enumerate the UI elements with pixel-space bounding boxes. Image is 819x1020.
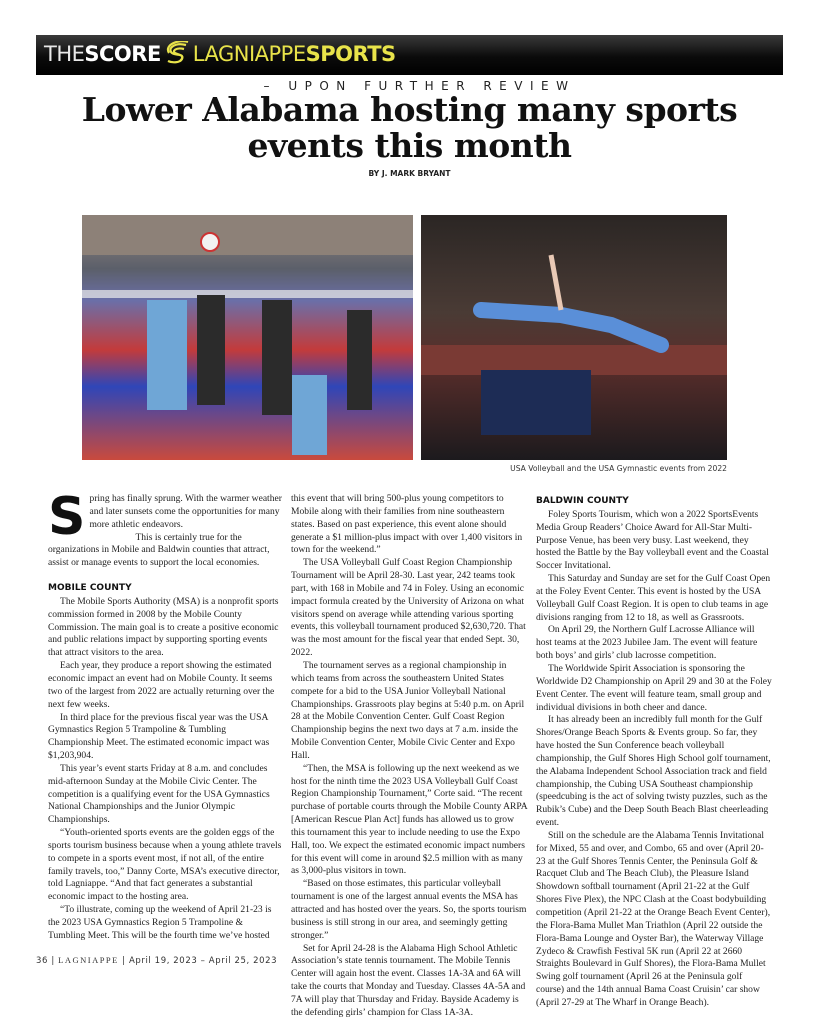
volleyball-photo-art <box>82 215 413 460</box>
paragraph: Each year, they produce a report showing the estimated economic impact an event had on Mobile County. It seems two of the largest from 2022 are actually returning over the next few weeks. <box>48 660 275 710</box>
paragraph: This year’s event starts Friday at 8 a.m. and concludes mid-afternoon Sunday at the Mobile Civic Center. The competition is a qualifying event for the USA Gymnastics National Championships and the Junior Olympic Championships. <box>48 762 270 826</box>
logo-the: THE <box>44 42 85 66</box>
headline: Lower Alabama hosting many sports events this month <box>81 90 738 165</box>
paragraph: On April 29, the Northern Gulf Lacrosse Alliance will host teams at the 2023 Jubilee Jam. The event will feature both boys’ and girls’ club lacrosse competition. <box>536 624 758 662</box>
section-banner <box>36 35 783 75</box>
gymnastics-photo-art <box>421 215 727 460</box>
swirl-logo-icon <box>164 41 190 65</box>
paragraph: This Saturday and Sunday are set for the Gulf Coast Open at the Foley Event Center. This event is hosted by the USA Volleyball Gulf Coast Region. It is open to club teams in age divisions ranging from 12 to 18, as well as Grassroots. <box>536 573 771 623</box>
logo-sports: SPORTS <box>305 42 396 66</box>
paragraph: The Worldwide Spirit Association is sponsoring the Worldwide D2 Championship on April 29 and 30 at the Foley Event Center. The event will feature team, small group and individual divisions in both cheer and dance. <box>536 662 772 713</box>
intro-text: pring has finally sprung. With the warmer weather and later sunsets come the opportunities for many more athletic endeavors. <box>89 493 282 530</box>
paragraph: The USA Volleyball Gulf Coast Region Championship Tournament will be April 28-30. Last year, 242 teams took part, with 168 in Mobile and 74 in Foley. Using an economic impact formula created by the University of Arizona on what visitors spend on average while attending various sporting events, this volleyball tournament produced $2,630,720. That was the most amount for the fiscal year that ended Sept. 30, 2022. <box>291 557 526 659</box>
paragraph: In third place for the previous fiscal year was the USA Gymnastics Region 5 Trampoline & Tumbling Championship Meet. The estimated economic impact was $1,203,904. <box>48 711 270 762</box>
logo-lagniappe: LAGNIAPPE <box>192 42 306 66</box>
paragraph: “Youth-oriented sports events are the golden eggs of the sports tourism business because when a young athlete travels to compete in a sports event most, if not all, of the entire family travels, too,” Danny Corte, MSA’s executive director, told Lagniappe. “And that fact generates a substantial economic impact to the hosting area. <box>48 827 282 903</box>
paragraph: Set for April 24-28 is the Alabama High School Athletic Association’s state tennis tournament. The Mobile Tennis Center will again host the event. Classes 1A-3A and 6A will take the courts that Monday and Tuesday. Classes 4A-5A and 7A will play that Thursday and Friday. Bayside Academy is the defending girls’ champion for Class 1A-3A. <box>291 942 526 1018</box>
section-logo <box>44 41 396 66</box>
section-kicker: – UPON FURTHER REVIEW <box>263 79 576 93</box>
drop-cap: S <box>48 487 86 547</box>
article-column-1 <box>48 487 282 943</box>
paragraph: The tournament serves as a regional championship in which teams from across the southeastern United States compete for a bid to the USA Junior Volleyball National Championships. Grassroots play begins at 5:40 p.m. on April 28 at the Mobile Convention Center. Gulf Coast Region Championship begins the next two days at 7 a.m. inside the Mobile Convention Center, Mobile Civic Center and Expo Hall. <box>291 659 525 761</box>
page-footer <box>36 955 277 966</box>
paragraph: Foley Sports Tourism, which won a 2022 SportsEvents Media Group Readers’ Choice Award for All-Star Multi-Purpose Venue, has been very busy. Last weekend, they hosted the Battle by the Bay volleyball event and the Coastal Soccer Invitational. <box>536 508 769 572</box>
intro-paragraph <box>48 487 282 547</box>
article-column-2 <box>291 493 529 1020</box>
paragraph: “To illustrate, coming up the weekend of April 21-23 is the 2023 USA Gymnastics Region 5 Trampoline & Tumbling Meet. This will be the fourth time we’ve hosted <box>48 904 272 941</box>
volleyball-photo <box>82 215 413 460</box>
subhead-mobile-county: MOBILE COUNTY <box>48 583 132 594</box>
paragraph: This is certainly true for the organizations in Mobile and Baldwin counties that attract, assist or manage events to support the local economies. <box>48 531 270 569</box>
paragraph: “Based on those estimates, this particular volleyball tournament is one of the largest annual events the MSA has attracted and has hosted over the years. So, the sports tourism business is still strong in our area, and seemingly getting stronger.” <box>291 878 527 941</box>
article-column-3 <box>536 493 772 1010</box>
page-number: 36 <box>36 956 49 966</box>
separator: | <box>51 956 55 966</box>
issue-dates: April 19, 2023 – April 25, 2023 <box>128 956 278 966</box>
paragraph: The Mobile Sports Authority (MSA) is a nonprofit sports commission formed in 2008 by the Mobile County Commission. The main goal is to create a positive economic and public relations impact by supporting sporting events that attract visitors to the area. <box>48 595 279 659</box>
paragraph: Still on the schedule are the Alabama Tennis Invitational for Mixed, 55 and over, and Combo, 65 and over (April 20-23 at the Gulf Shores Tennis Center, the Peninsula Golf & Racquet Club and The Beach Club), the Pleasure Island Showdown softball tournament (April 21-22 at the Gulf Shores Five Plex), the NPC Clash at the Coast bodybuilding competition (April 21-22 at the Orange Beach Event Center), the Flora-Bama Mullet Man Triathlon (April 22 outside the Flora-Bama Lounge and Oyster Bar), the Waterway Village Zydeco & Crawfish Festival 5K run (April 22 at 2660 Straights Boulevard in Gulf Shores), the Flora-Bama Mullet Swing golf tournament (April 26 at the Peninsula golf course) and the 14th annual Bama Coast Cruisin’ car show (April 27-29 at The Wharf in Orange Beach). <box>536 829 771 1008</box>
logo-score: SCORE <box>84 42 161 66</box>
paragraph: It has already been an incredibly full month for the Gulf Shores/Orange Beach Sports & Events group. So far, they have hosted the Sun Conference beach volleyball championship, the Gulf Shores High School golf tournament, the Alabama Independent School Association track and field championship, the Cubing USA Southeast championship (speedcubing is the act of solving twisty puzzles, such as the Rubik’s Cube) and the Deep South Beach Blast cheerleading event. <box>536 714 771 829</box>
separator: | <box>122 956 126 966</box>
byline: BY J. MARK BRYANT <box>368 169 451 178</box>
photo-caption: USA Volleyball and the USA Gymnastic events from 2022 <box>510 464 727 473</box>
paragraph: “Then, the MSA is following up the next weekend as we host for the ninth time the 2023 USA Volleyball Gulf Coast Region Championship Tournament,” Corte said. “The recent purchase of portable courts through the Mobile County ARPA [American Rescue Plan Act] funds has allowed us to grow this tournament this year to include needing to use the Expo Hall, too. We expect the estimated economic impact numbers for this event will come in around $2.5 million with as many as 3,000-plus visitors in town. <box>291 762 528 877</box>
subhead-baldwin-county: BALDWIN COUNTY <box>536 496 629 506</box>
magazine-name: LAGNIAPPE <box>58 955 119 965</box>
gymnastics-photo <box>421 215 727 460</box>
paragraph-continued: this event that will bring 500-plus young competitors to Mobile along with their families from nine southeastern states. Based on past experience, this event alone should generate a $1 million-plus impact with over 1,400 visitors in town for the weekend.” <box>291 493 523 556</box>
